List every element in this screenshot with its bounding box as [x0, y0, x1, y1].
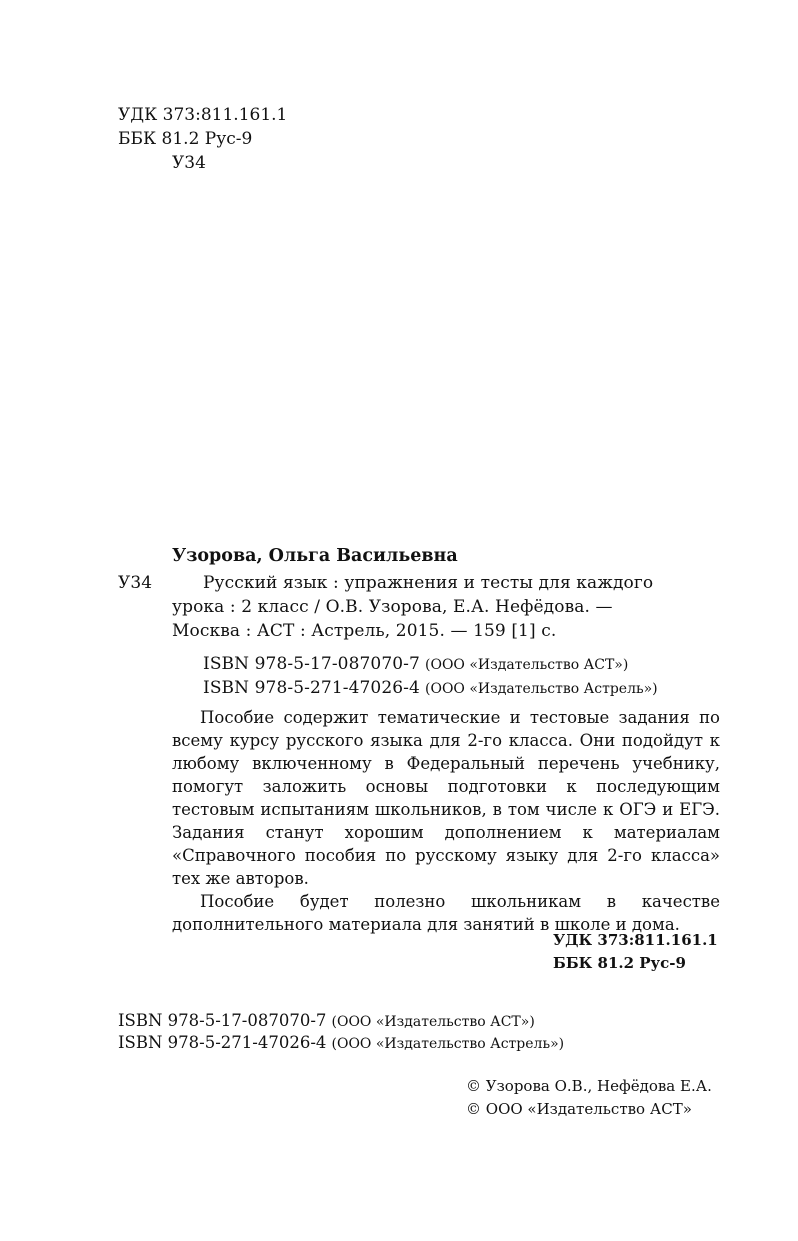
- bbk-code: ББК 81.2 Рус-9: [118, 129, 253, 149]
- copyright-publisher: © ООО «Издательство АСТ»: [466, 1100, 692, 1118]
- title-line-1: Русский язык : упражнения и тесты для каждого: [203, 573, 654, 593]
- udk-code: УДК 373:811.161.1: [118, 105, 288, 125]
- entry-udk-code: УДК 373:811.161.1: [553, 931, 718, 949]
- isbn-publisher: (ООО «Издательство АСТ»): [331, 1014, 535, 1030]
- isbn-number: ISBN 978-5-271-47026-4: [118, 1033, 327, 1052]
- entry-author-sign: У34: [118, 573, 153, 593]
- annotation-paragraph-1: Пособие содержит тематические и тестовые задания по всему курсу русского языка для 2-го класса. Они подойдут к любому включенному в Федеральный перечень учебнику, помогут заложить основы подготовки к последующим тестовым испытаниям школьников, в том числе к ОГЭ и ЕГЭ. Задания станут хорошим дополнением к материалам «Справочного пособия по русскому языку для 2-го класса» тех же авторов.: [172, 708, 720, 888]
- isbn-publisher: (ООО «Издательство АСТ»): [425, 657, 629, 673]
- footer-isbn-1: [118, 1011, 535, 1030]
- annotation-paragraph-2: Пособие будет полезно школьникам в качестве дополнительного материала для занятий в школе и дома.: [172, 892, 720, 934]
- isbn-entry-2: [203, 678, 658, 698]
- title-line-2: урока : 2 класс / О.В. Узорова, Е.А. Нефёдова. —: [172, 597, 613, 617]
- author-sign: У34: [172, 153, 206, 173]
- copyright-authors: © Узорова О.В., Нефёдова Е.А.: [466, 1077, 712, 1095]
- title-line-3: Москва : АСТ : Астрель, 2015. — 159 [1] с.: [172, 621, 557, 641]
- annotation: [172, 706, 720, 936]
- isbn-number: ISBN 978-5-17-087070-7: [118, 1011, 327, 1030]
- author-name: Узорова, Ольга Васильевна: [172, 546, 458, 566]
- isbn-publisher: (ООО «Издательство Астрель»): [425, 681, 658, 697]
- isbn-publisher: (ООО «Издательство Астрель»): [331, 1036, 565, 1052]
- isbn-entry-1: [203, 654, 628, 674]
- isbn-number: ISBN 978-5-271-47026-4: [203, 678, 420, 698]
- footer-isbn-2: [118, 1033, 564, 1052]
- entry-bbk-code: ББК 81.2 Рус-9: [553, 954, 686, 972]
- isbn-number: ISBN 978-5-17-087070-7: [203, 654, 420, 674]
